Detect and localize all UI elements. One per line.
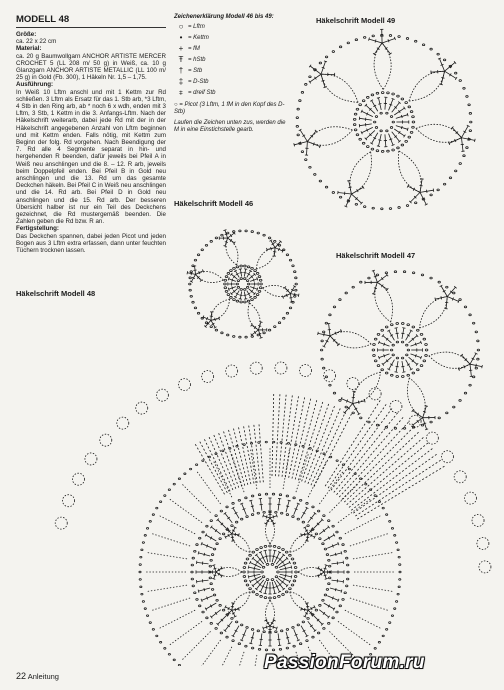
diagram-label-49: Häkelschrift Modell 49 xyxy=(316,16,396,25)
finishing-label: Fertigstellung: xyxy=(16,225,59,233)
legend-picot: ○ = Picot (3 Lftm, 1 fM in den Kopf des D-Stb) xyxy=(174,102,285,115)
diagram-label-48: Häkelschrift Modell 48 xyxy=(16,289,96,298)
instructions-label: Ausführung: xyxy=(16,81,54,89)
legend-symbol-icon: Ŧ xyxy=(178,55,184,64)
legend-symbol-icon: ⧧ xyxy=(178,87,184,97)
legend-label: = Kettm xyxy=(188,34,209,41)
instructions-column xyxy=(16,14,166,254)
material-label: Material: xyxy=(16,45,42,53)
legend-label: = Lftm xyxy=(188,23,205,30)
legend-label: = dreif Stb xyxy=(188,89,216,96)
page-footer xyxy=(16,671,59,681)
crochet-diagram-49 xyxy=(270,24,496,220)
size-text: ca. 22 x 22 cm xyxy=(16,38,57,46)
model-title: MODELL 48 xyxy=(16,14,166,28)
legend-symbol-icon: • xyxy=(179,33,183,42)
watermark: PassionForum.ru xyxy=(264,652,425,673)
finishing-text: Das Deckchen spannen, dabei jeden Picot und jeden Bogen aus 3 Lftm extra erfassen, dann unter feuchten Tüchern trocknen lassen. xyxy=(16,232,166,255)
legend-symbol-icon: ○ xyxy=(178,22,184,31)
diagram-label-47: Häkelschrift Modell 47 xyxy=(336,251,416,260)
legend-label: = Stb xyxy=(188,67,203,74)
material-text: ca. 20 g Baumwollgarn ANCHOR ARTISTE MERCER CROCHET 5 (LL 208 m/ 50 g) in Weiß, ca. 10 g Glanzgarn ANCHOR ARTISTE METALLIC (LL 100 m/ 25 g) in Gold (Fb. 300), 1 Häkeln Nr. 1,5 – 1,75. xyxy=(16,52,166,82)
size-label: Größe: xyxy=(16,31,37,38)
legend-label: = hStb xyxy=(188,56,206,63)
page-number: 22 xyxy=(16,671,27,681)
footer-section: Anleitung xyxy=(27,672,59,681)
legend-symbol-icon: † xyxy=(178,66,184,75)
legend-label: = fM xyxy=(188,45,200,52)
crochet-diagram-48 xyxy=(40,272,502,666)
legend-symbol-icon: + xyxy=(178,44,184,53)
legend-note: Laufen die Zeichen unten zus, werden die M in eine Einstichstelle gearb. xyxy=(174,120,286,133)
legend-heading: Zeichenerklärung Modell 46 bis 49: xyxy=(174,14,274,20)
instructions-text: In Weiß 10 Lftm anschl und mit 1 Kettm zur Rd schließen. 3 Lftm als Ersatz für das 1. Stb arb, *3 Lftm, 4 Stb in den Ring arb, ab * noch 6 x wdh, enden mit 3 Lftm, 3 Stb, 1 Kettm in die 3. Anfangs-Lftm. Nach der Häkelschrift weiterarb, dabei jede Rd mit der in der Häkelschrift angegebenen Anzahl von Lftm beginnen und mit Kettm enden. Falls nötig, mit Kettm zum Beginn der folg. Rd vorgehen. Nach Beendigung der 7. Rd alle 4 Segmente separat in hin- und hergehenden R beenden, dafür jeweils bei Pfeil A in Weiß neu anschlingen und die 8. – 12. R arb, jeweils beim Doppelpfeil enden. Bei Pfeil B in Gold neu anschlingen und die 13. Rd um das gesamte Deckchen häkeln. Bei Pfeil C in Weiß neu anschlingen und die 14. Rd arb. Bei Pfeil D in Gold neu anschlingen und die 15. Rd arb. Der besseren Übersicht halber ist nur ein Teil des Deckchens gezeichnet, die Rd mustergemäß beenden. Die Zahlen geben die Rd bzw. R an. xyxy=(16,88,166,226)
legend-label: = D-Stb xyxy=(188,78,209,85)
legend-symbol-icon: ‡ xyxy=(178,77,184,86)
diagram-label-46: Häkelschrift Modell 46 xyxy=(174,199,254,208)
